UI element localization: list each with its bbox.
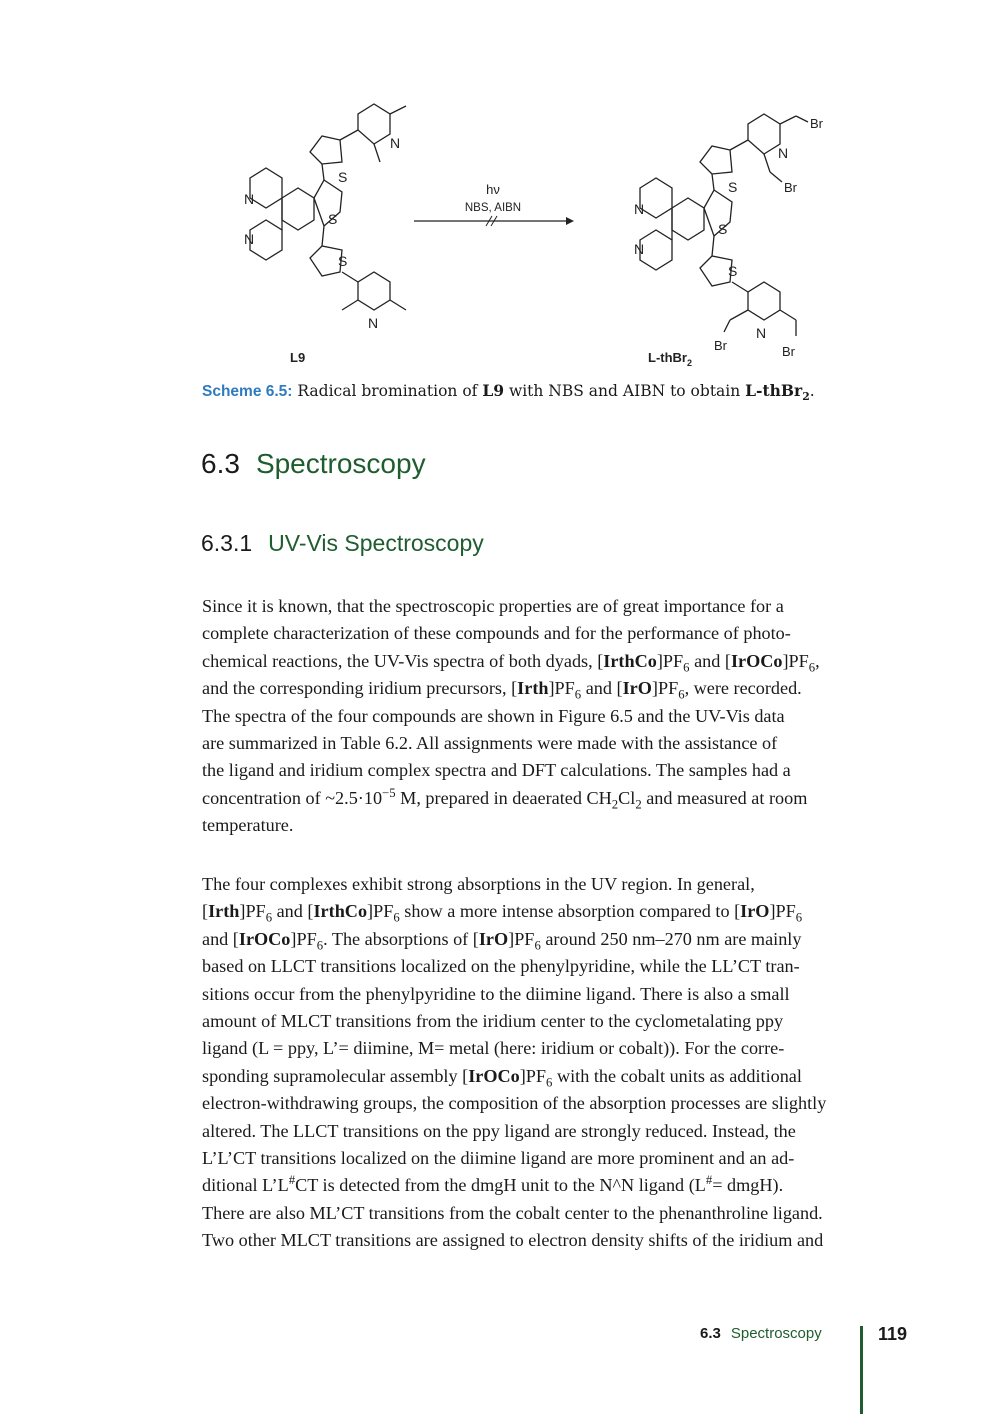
svg-text:N: N xyxy=(634,201,645,217)
subsection-heading: 6.3.1 UV-Vis Spectroscopy xyxy=(201,530,484,556)
svg-text:S: S xyxy=(338,169,348,185)
svg-text:S: S xyxy=(338,253,348,269)
section-heading: 6.3 Spectroscopy xyxy=(201,448,426,479)
svg-text:S: S xyxy=(328,211,338,227)
reaction-arrow xyxy=(414,216,574,226)
svg-text:N: N xyxy=(778,145,789,161)
arrow-reagents: NBS, AIBN xyxy=(464,202,522,214)
svg-text:Br: Br xyxy=(784,180,797,195)
svg-text:N: N xyxy=(244,191,255,207)
structure-l9 xyxy=(250,104,406,310)
svg-text:Br: Br xyxy=(714,338,727,353)
svg-text:N: N xyxy=(756,325,767,341)
svg-text:N: N xyxy=(390,135,401,151)
svg-text:S: S xyxy=(718,221,728,237)
paragraph-1: Since it is known, that the spectroscopic properties are of great importance for a complete characterization of these compounds and for the performance of photo- chemical reactions, the UV-Vis spectra of both dyads, $[IrthCo]PF_6$ and $[IrOCo]PF_6$, and the corresponding iridium precursors, $[Irth]PF_6$ and $[IrO]PF_6$, were recorded. The spectra of the four compounds are shown in Figure 6.5 and the UV-Vis data are summarized in Table 6.2. All assignments were made with the assistance of the ligand and iridium complex spectra and DFT calculations. The samples had a concentration of $\sim 2.5\cdot 10^{-5}$ M, prepared in deaerated $CH_2Cl_2$ and measured at room temperature. xyxy=(202,596,820,836)
caption-label: Scheme 6.5: xyxy=(202,383,293,400)
paragraph-2: The four complexes exhibit strong absorptions in the UV region. In general, $[Irth]PF_6$ and $[IrthCo]PF_6$ show a more intense absorption compared to $[IrO]PF_6$ and $[IrOCo]PF_6$. The absorptions of $[IrO]PF_6$ around 250 nm–270 nm are mainly based on LLCT transitions localized on the phenylpyridine, while the LL’CT tran- sitions occur from the phenylpyridine to the diimine ligand. There is also a small amount of MLCT transitions from the iridium center to the cyclometalating ppy ligand (L = ppy, L’= diimine, M= metal (here: iridium or cobalt)). For the corre- sponding supramolecular assembly $[IrOCo]PF_6$ with the cobalt units as additional electron-withdrawing groups, the composition of the absorption processes are slightly altered. The LLCT transitions on the ppy ligand are strongly reduced. Instead, the L’L’CT transitions localized on the diimine ligand are more prominent and an ad- ditional L’L#CT is detected from the dmgH unit to the N^N ligand (L#= dmgH). There are also ML’CT transitions from the cobalt center to the phenanthroline ligand. Two other MLCT transitions are assigned to electron density shifts of the iridium and xyxy=(202,874,827,1251)
svg-text:Br: Br xyxy=(810,116,823,131)
svg-text:N: N xyxy=(368,315,379,331)
running-footer: 6.3 Spectroscopy xyxy=(700,1325,822,1342)
compound-label-l9: L9 xyxy=(290,350,306,365)
svg-text:S: S xyxy=(728,263,738,279)
scheme-caption: Scheme 6.5: Radical bromination of L9 with NBS and AIBN to obtain L-thBr$_2$. xyxy=(202,381,815,404)
svg-text:N: N xyxy=(634,241,645,257)
svg-text:N: N xyxy=(244,231,255,247)
arrow-condition-light: hν xyxy=(486,182,500,197)
svg-text:Br: Br xyxy=(782,344,795,359)
page-number: 119 xyxy=(878,1324,908,1344)
footer-rule xyxy=(860,1326,863,1414)
svg-text:S: S xyxy=(728,179,738,195)
compound-label-l-thbr2: L-thBr$_2$ xyxy=(648,350,693,368)
reaction-scheme xyxy=(230,100,850,370)
